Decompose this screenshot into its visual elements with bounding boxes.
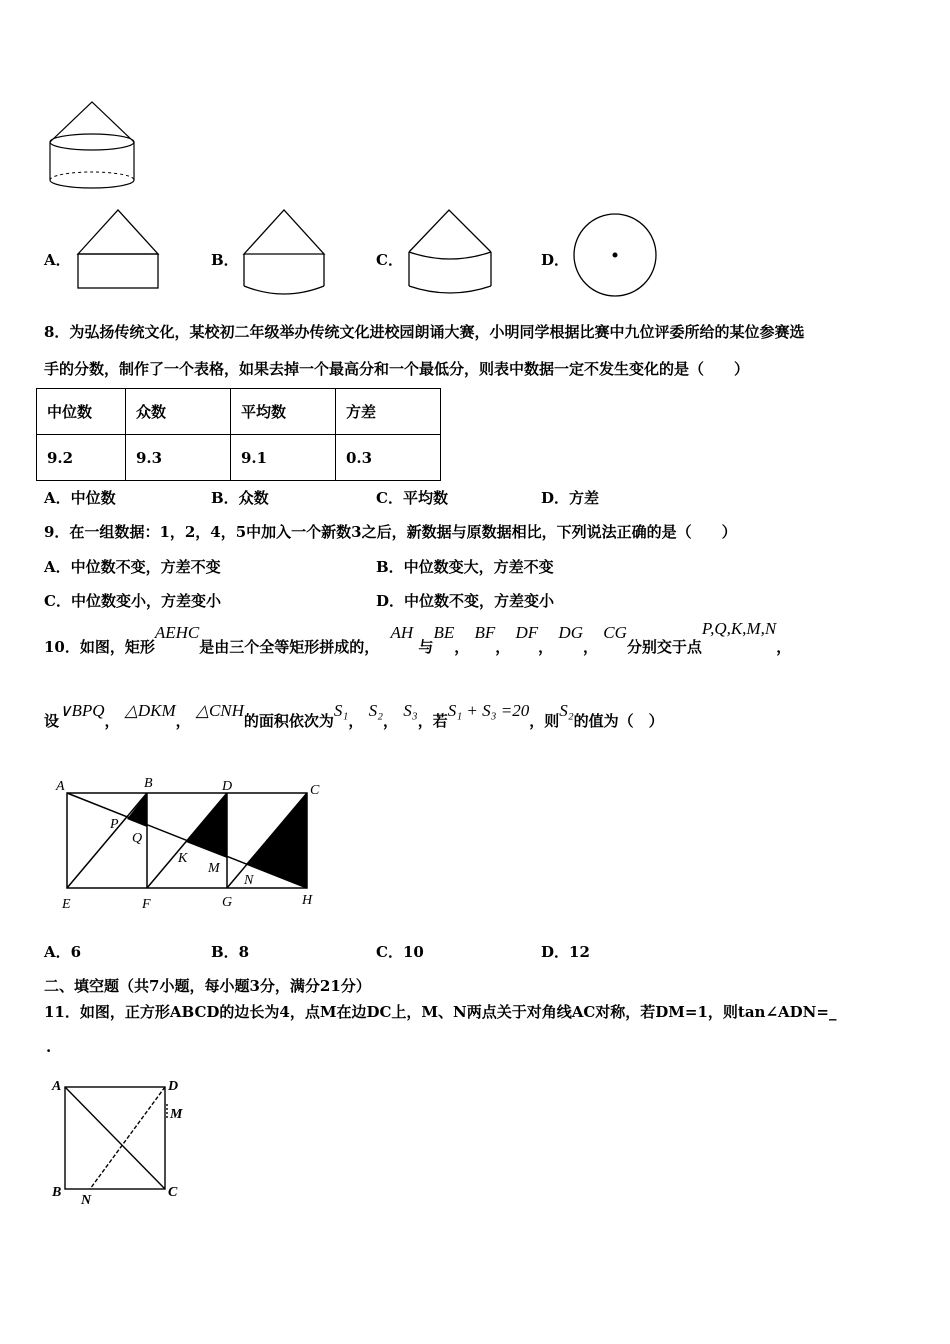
table-cell: 0.3 [336,435,441,481]
label-a: A [56,779,65,794]
q10-text: 的值为（ ） [573,712,664,730]
math-dg: DG [558,623,583,642]
q9-option-c[interactable]: C．中位数变小，方差变小 [44,592,221,610]
sq-label-b: B [52,1185,62,1200]
stats-table [36,388,441,481]
label-p: P [110,817,119,832]
label-g: G [222,895,233,910]
q10-text: ， [495,638,511,656]
shaded-triangle-dkm [186,793,227,858]
q11-stem: 11．如图，正方形ABCD的边长为4，点M在边DC上，M、N两点关于对角线AC对称，若DM=1，则tan∠ADN=_ [44,1003,837,1021]
sq-label-n: N [81,1193,92,1208]
shaded-triangle-bpq [127,793,147,827]
math-ah: AH [390,623,414,642]
q10-text: 的面积依次为 [243,712,334,730]
q10-text: ，则 [529,712,560,730]
option-a-label[interactable]: A． [44,251,71,269]
sq-label-a: A [52,1079,62,1094]
q10-text: ， [104,712,120,730]
option-c-figure [405,206,499,298]
math-s2b: S₂ [559,701,574,720]
q10-option-d[interactable]: D．12 [541,943,590,961]
table-header-cell: 方差 [336,389,441,435]
option-c-label[interactable]: C． [376,251,403,269]
math-df: DF [515,623,539,642]
q8-option-d[interactable]: D．方差 [541,489,600,507]
shaded-triangle-cnh [246,793,307,888]
label-h: H [302,893,313,908]
q10-stem-line2 [44,700,664,736]
math-dkm: △DKM [124,701,176,720]
table-cell: 9.2 [37,435,126,481]
q8-option-a[interactable]: A．中位数 [44,489,116,507]
math-cnh: △CNH [195,701,244,720]
math-aehc: AEHC [154,623,200,642]
q9-stem: 9．在一组数据：1，2，4，5中加入一个新数3之后，新数据与原数据相比，下列说法正确的是（ ） [44,523,737,541]
math-bf: BF [474,623,496,642]
q10-text: ， [175,712,191,730]
q9-option-a[interactable]: A．中位数不变，方差不变 [44,558,221,576]
q10-text: ，若 [417,712,448,730]
q10-option-a[interactable]: A．6 [44,943,82,961]
math-cg: CG [603,623,627,642]
table-cell: 9.1 [231,435,336,481]
q8-option-b[interactable]: B．众数 [211,489,269,507]
q10-text: 10．如图，矩形 [44,638,155,656]
solid-figure [44,98,144,194]
table-header-cell: 众数 [126,389,231,435]
q8-option-c[interactable]: C．平均数 [376,489,448,507]
table-header-cell: 中位数 [37,389,126,435]
table-cell: 9.3 [126,435,231,481]
q9-option-d[interactable]: D．中位数不变，方差变小 [376,592,555,610]
option-d-figure [570,210,660,300]
math-s1: S₁ [333,701,349,720]
label-m: M [208,861,220,876]
q10-text: 是由三个全等矩形拼成的， [199,638,380,656]
sq-label-c: C [168,1185,178,1200]
q10-stem-line1 [44,619,792,658]
sq-label-d: D [168,1079,179,1094]
q10-text: ， [538,638,554,656]
label-d: D [222,779,233,794]
option-b-label[interactable]: B． [211,251,239,269]
q10-option-b[interactable]: B．8 [211,943,250,961]
math-points: P,Q,K,M,N [701,619,777,638]
option-d-label[interactable]: D． [541,251,570,269]
table-header-row [37,389,441,435]
label-n: N [244,873,254,888]
label-c: C [310,783,320,798]
label-q: Q [132,831,143,846]
square-figure [48,1074,198,1210]
q10-text: ， [776,638,792,656]
q10-text: ， [582,638,598,656]
label-k: K [178,851,188,866]
sq-label-m: M [170,1107,183,1122]
section-heading: 二、填空题（共7小题，每小题3分，满分21分） [44,977,371,995]
q9-option-b[interactable]: B．中位数变大，方差不变 [376,558,554,576]
label-e: E [62,897,71,912]
math-s2: S₂ [368,701,384,720]
math-s3: S₃ [403,701,418,720]
q8-stem-line2: 手的分数，制作了一个表格，如果去掉一个最高分和一个最低分，则表中数据一定不发生变化的是（ ） [44,360,750,378]
q10-text: 设 [44,712,60,730]
q10-text: 分别交于点 [626,638,702,656]
q8-stem-line1: 8．为弘扬传统文化，某校初二年级举办传统文化进校园朗诵大赛，小明同学根据比赛中九位评委所给的某位参赛选 [44,323,805,341]
q10-text: 与 [418,638,434,656]
q10-text: ， [383,712,399,730]
q10-text: ， [454,638,470,656]
math-bpq: ∨BPQ [59,701,105,720]
option-a-figure [76,206,162,292]
option-b-figure [240,206,330,298]
table-header-cell: 平均数 [231,389,336,435]
label-f: F [142,897,151,912]
q10-option-c[interactable]: C．10 [376,943,424,961]
q11-tail: . [46,1038,52,1056]
rectangle-figure [50,770,330,915]
label-b: B [144,776,153,791]
math-be: BE [433,623,455,642]
math-equation: S₁ + S₃ =20 [447,701,530,720]
q10-text: ， [348,712,364,730]
table-row [37,435,441,481]
